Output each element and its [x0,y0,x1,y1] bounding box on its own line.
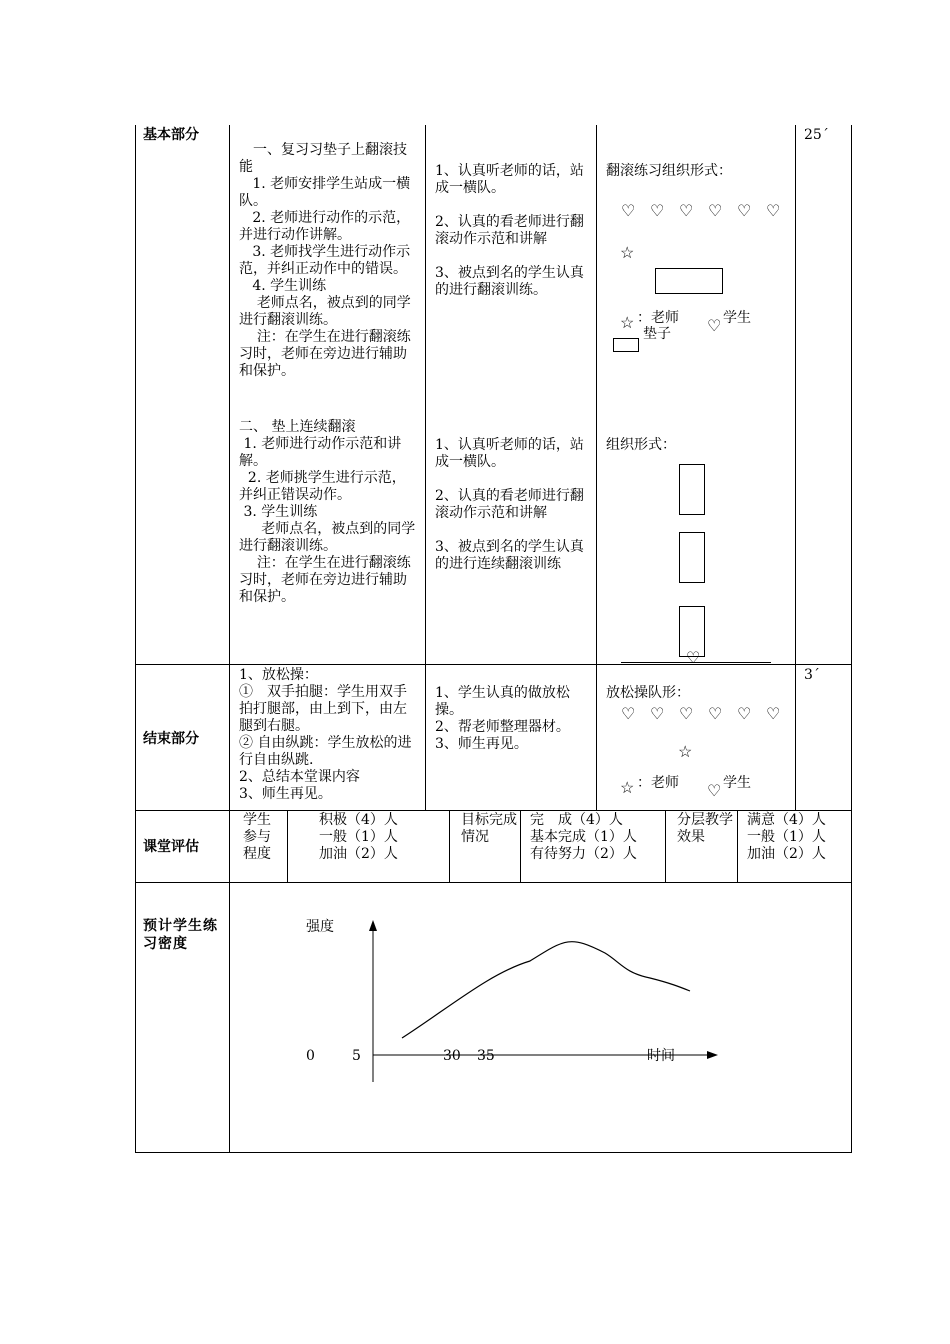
student-heart-icon: ♡ [686,648,701,667]
student-heart-icon: ♡ [650,704,665,723]
legend-teacher-star-icon: ☆ [620,778,635,797]
mat-column-rect [679,532,705,583]
mat-column-rect [679,464,705,515]
student-heart-icon: ♡ [650,201,665,220]
student-heart-icon: ♡ [621,201,636,220]
end-time: 3´ [804,667,820,683]
student-heart-icon: ♡ [737,704,752,723]
x-tick-35: 35 [477,1048,495,1064]
basic-content-part1: 一、复习习垫子上翻滚技能 1. 老师安排学生站成一横队。 2. 老师进行动作的示范，并进行动作讲解。 3. 老师找学生进行动作示范，并纠正动作中的错误。 4. 学生训练 老师点名，被点到的同学进行翻滚训练。 注：在学生在进行翻滚练习时，老师在旁边进行辅助和保护。 [239,142,411,379]
end-legend-student-label: 学生 [723,775,751,791]
student-heart-icon: ♡ [737,201,752,220]
legend-student-label: 学生 [723,310,751,326]
x-tick-30: 30 [443,1048,461,1064]
end-content: 1、放松操： ① 双手拍腿：学生用双手拍打腿部，由上到下，由左腿到右腿。 ② 自由纵跳：学生放松的进行自由纵跳. 2、总结本堂课内容 3、师生再见。 [239,667,412,802]
eval-goal-label: 目标完成情况 [461,812,517,845]
eval-section-label: 课堂评估 [143,839,199,855]
end-section-label: 结束部分 [143,731,199,747]
eval-goal-values: 完 成（4）人 基本完成（1）人 有待努力（2）人 [530,812,637,862]
teacher-star-icon: ☆ [678,742,693,761]
legend-mat-rect [613,338,639,352]
end-legend-teacher-label: ：老师 [637,775,679,791]
basic-section-label: 基本部分 [143,127,199,143]
x-axis-arrow-icon [707,1051,718,1059]
end-student: 1、学生认真的做放松操。 2、帮老师整理器材。 3、师生再见。 [435,685,570,752]
x-tick-5: 5 [352,1048,361,1064]
basic-time: 25´ [804,127,829,143]
eval-participation-label: 学生参与程度 [243,812,271,862]
legend-mat-label: 垫子 [643,326,671,342]
eval-layer-label: 分层教学效果 [677,812,733,845]
eval-layer-values: 满意（4）人 一般（1）人 加油（2）人 [747,812,826,862]
student-heart-icon: ♡ [679,201,694,220]
intensity-curve [402,942,690,1038]
student-heart-icon: ♡ [679,704,694,723]
basic-content-part2: 二、 垫上连续翻滚 1. 老师进行动作示范和讲解。 2. 老师挑学生进行示范，并纠正错误动作。 3. 学生训练 老师点名，被点到的同学进行翻滚训练。 注：在学生在进行翻滚练习时，老师在旁边进行辅助和保护。 [239,419,416,605]
student-heart-icon: ♡ [766,201,781,220]
legend-student-heart-icon: ♡ [707,781,722,800]
basic-org-title-2: 组织形式： [606,437,676,453]
basic-student-part2: 1、认真听老师的话，站成一横队。 2、认真的看老师进行翻滚动作示范和讲解 3、被点到名的学生认真的进行连续翻滚训练 [435,437,584,572]
legend-teacher-star-icon: ☆ [620,313,635,332]
y-axis-arrow-icon [369,920,377,931]
student-heart-icon: ♡ [708,201,723,220]
legend-student-heart-icon: ♡ [707,316,722,335]
teacher-star-icon: ☆ [620,243,635,262]
y-axis-label: 强度 [306,919,334,935]
end-org-title: 放松操队形： [606,685,690,701]
x-tick-0: 0 [306,1048,315,1064]
legend-teacher-label: ：老师 [637,310,679,326]
student-heart-icon: ♡ [621,704,636,723]
student-heart-icon: ♡ [708,704,723,723]
mat-rect [655,268,723,294]
basic-student-part1: 1、认真听老师的话，站成一横队。 2、认真的看老师进行翻滚动作示范和讲解 3、被点到名的学生认真的进行翻滚训练。 [435,163,584,298]
density-section-label: 预计学生练习密度 [143,918,218,952]
student-heart-icon: ♡ [766,704,781,723]
eval-participation-values: 积极（4）人 一般（1）人 加油（2）人 [319,812,398,862]
x-axis-label: 时间 [647,1048,675,1064]
basic-org-title-1: 翻滚练习组织形式： [606,163,732,179]
